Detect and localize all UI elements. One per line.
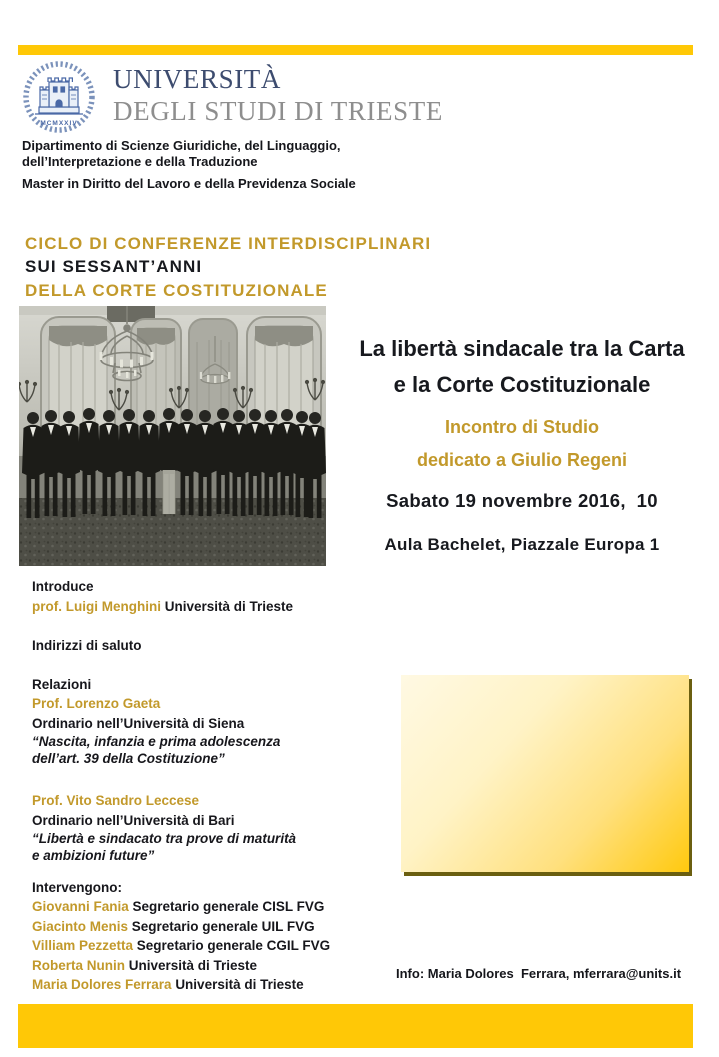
panelist-name: Roberta Nunin (32, 957, 129, 973)
panelist-role: Segretario generale CGIL FVG (136, 938, 331, 953)
event-dedication-line1: Incontro di Studio (445, 417, 599, 437)
university-seal-icon (20, 57, 98, 137)
series-heading-line3: DELLA CORTE COSTITUZIONALE (25, 280, 328, 300)
greetings-label: Indirizzi di saluto (32, 637, 142, 653)
event-venue: Aula Bachelet, Piazzale Europa 1 (384, 535, 660, 554)
event-date: Sabato 19 novembre 2016, 10 (386, 490, 658, 511)
panelist-name: Villiam Pezzetta (32, 938, 137, 953)
event-title-line2: e la Corte Costituzionale (393, 372, 651, 397)
panelist-name: Maria Dolores Ferrara (32, 977, 176, 992)
seal-year-text: MCMXXIV (40, 120, 78, 127)
speaker2-role: Ordinario nell’Università di Bari (32, 812, 235, 828)
speaker2-talk-title-line2: e ambizioni future” (32, 848, 155, 863)
introduce-speaker-affiliation: Università di Trieste (164, 598, 294, 614)
series-heading-line2: SUI SESSANT’ANNI (25, 257, 203, 277)
panelist-row (32, 917, 384, 937)
introduce-speaker-name: prof. Luigi Menghini (32, 598, 165, 614)
university-name-line1: UNIVERSITÀ (113, 64, 281, 94)
department-line2: dell’Interpretazione e della Traduzione (22, 153, 258, 169)
department-name (22, 138, 341, 169)
highlight-panel (401, 675, 689, 872)
series-heading-line1: CICLO DI CONFERENZE INTERDISCIPLINARI (25, 234, 432, 253)
top-accent-bar (18, 45, 693, 55)
department-line1: Dipartimento di Scienze Giuridiche, del Linguaggio, (22, 138, 341, 153)
university-name-line2: DEGLI STUDI DI TRIESTE (113, 96, 443, 126)
reports-label: Relazioni (32, 676, 92, 692)
speaker1-role: Ordinario nell’Università di Siena (32, 715, 245, 731)
panelist-role: Segretario generale CISL FVG (132, 899, 325, 914)
panelist-role: Università di Trieste (128, 957, 258, 973)
panelist-role: Segretario generale UIL FVG (131, 918, 315, 934)
speaker2-talk-title-line1: “Libertà e sindacato tra prove di maturità (32, 831, 297, 846)
event-title-block (325, 336, 719, 566)
speaker1-name: Prof. Lorenzo Gaeta (32, 696, 161, 711)
speaker1-talk-title-line2: dell’art. 39 della Costituzione” (32, 751, 225, 766)
info-contact-line: Info: Maria Dolores Ferrara, mferrara@units.it (396, 966, 682, 981)
panelist-row (32, 956, 384, 976)
panelist-row (32, 975, 384, 995)
programme-block (32, 577, 384, 995)
series-heading (25, 232, 431, 302)
speaker2-name: Prof. Vito Sandro Leccese (32, 793, 200, 808)
panel-label: Intervengono: (32, 879, 122, 895)
panelist-row (32, 936, 384, 956)
introduce-line (32, 597, 384, 617)
panelist-name: Giacinto Menis (32, 918, 132, 934)
panelist-row (32, 897, 384, 917)
bottom-accent-bar (18, 1004, 693, 1048)
constitutional-court-photo (19, 306, 326, 566)
event-title-line1: La libertà sindacale tra la Carta (359, 336, 685, 361)
introduce-label: Introduce (32, 579, 94, 594)
panelist-role: Università di Trieste (175, 977, 304, 992)
speaker1-talk-title-line1: “Nascita, infanzia e prima adolescenza (32, 734, 281, 749)
master-program-name: Master in Diritto del Lavoro e della Previdenza Sociale (22, 176, 356, 191)
seal-castle-icon (35, 78, 83, 114)
panelist-name: Giovanni Fania (32, 899, 133, 914)
event-dedication-line2: dedicato a Giulio Regeni (416, 450, 628, 470)
